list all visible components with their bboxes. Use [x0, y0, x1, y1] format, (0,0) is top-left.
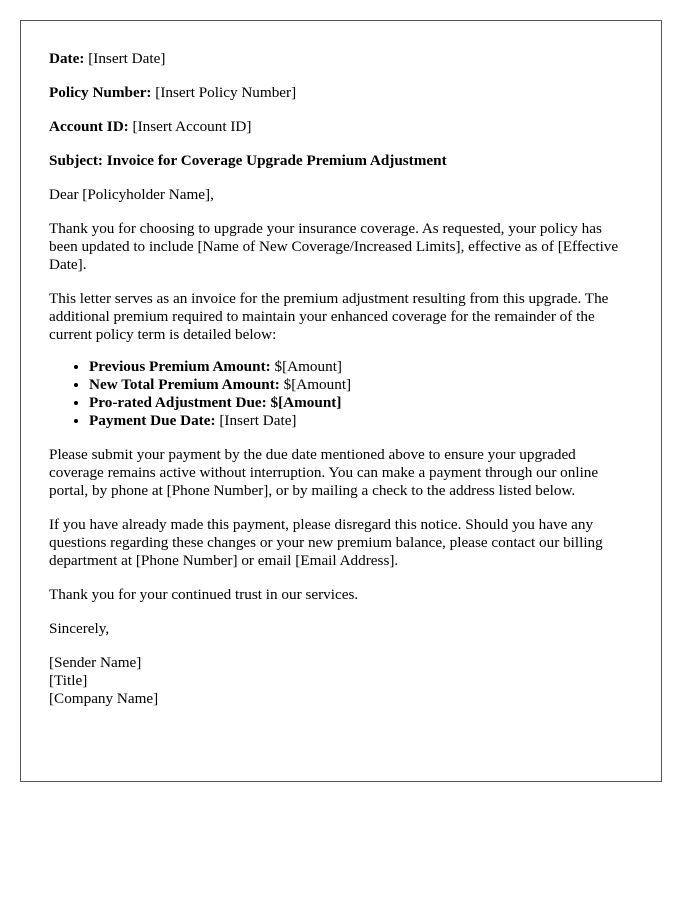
- list-item-label: Pro-rated Adjustment Due:: [89, 394, 267, 411]
- policy-number-label: Policy Number:: [49, 84, 152, 101]
- account-id-label: Account ID:: [49, 118, 129, 135]
- date-line: [49, 50, 633, 68]
- list-item-value: $[Amount]: [270, 394, 342, 411]
- salutation: Dear [Policyholder Name],: [49, 186, 214, 203]
- list-item-label: Previous Premium Amount:: [89, 358, 271, 375]
- closing: Sincerely,: [49, 620, 110, 637]
- policy-number-value: [Insert Policy Number]: [155, 84, 297, 101]
- list-item-label: New Total Premium Amount:: [89, 376, 280, 393]
- paragraph-invoice: This letter serves as an invoice for the premium adjustment resulting from this upgrade. The additional premium required to maintain your enhanced coverage for the remainder of the current policy term is detailed below:: [49, 290, 609, 343]
- list-item: [89, 376, 633, 394]
- company-name: [Company Name]: [49, 690, 159, 707]
- date-label: Date:: [49, 50, 85, 67]
- list-item-value: $[Amount]: [283, 376, 352, 393]
- account-id-value: [Insert Account ID]: [132, 118, 252, 135]
- letter-container: [20, 20, 662, 782]
- account-id-line: [49, 118, 633, 136]
- list-item-label: Payment Due Date:: [89, 412, 216, 429]
- date-value: [Insert Date]: [88, 50, 166, 67]
- signature-block: [49, 654, 633, 708]
- paragraph-intro: Thank you for choosing to upgrade your insurance coverage. As requested, your policy has been updated to include [Name of New Coverage/Increased Limits], effective as of [Effective Date].: [49, 220, 619, 273]
- paragraph-disregard: If you have already made this payment, please disregard this notice. Should you have any questions regarding these changes or your new premium balance, please contact our billing department at [Phone Number] or email [Email Address].: [49, 516, 603, 569]
- list-item: [89, 394, 633, 412]
- sender-name: [Sender Name]: [49, 654, 142, 671]
- policy-number-line: [49, 84, 633, 102]
- premium-details-list: [49, 358, 633, 430]
- list-item-value: $[Amount]: [274, 358, 342, 375]
- subject-line: Subject: Invoice for Coverage Upgrade Premium Adjustment: [49, 152, 447, 169]
- paragraph-thanks: Thank you for your continued trust in our services.: [49, 586, 359, 603]
- list-item-value: [Insert Date]: [219, 412, 297, 429]
- paragraph-payment: Please submit your payment by the due date mentioned above to ensure your upgraded coverage remains active without interruption. You can make a payment through our online portal, by phone at [Phone Number], or by mailing a check to the address listed below.: [49, 446, 599, 499]
- list-item: [89, 412, 633, 430]
- list-item: [89, 358, 633, 376]
- sender-title: [Title]: [49, 672, 88, 689]
